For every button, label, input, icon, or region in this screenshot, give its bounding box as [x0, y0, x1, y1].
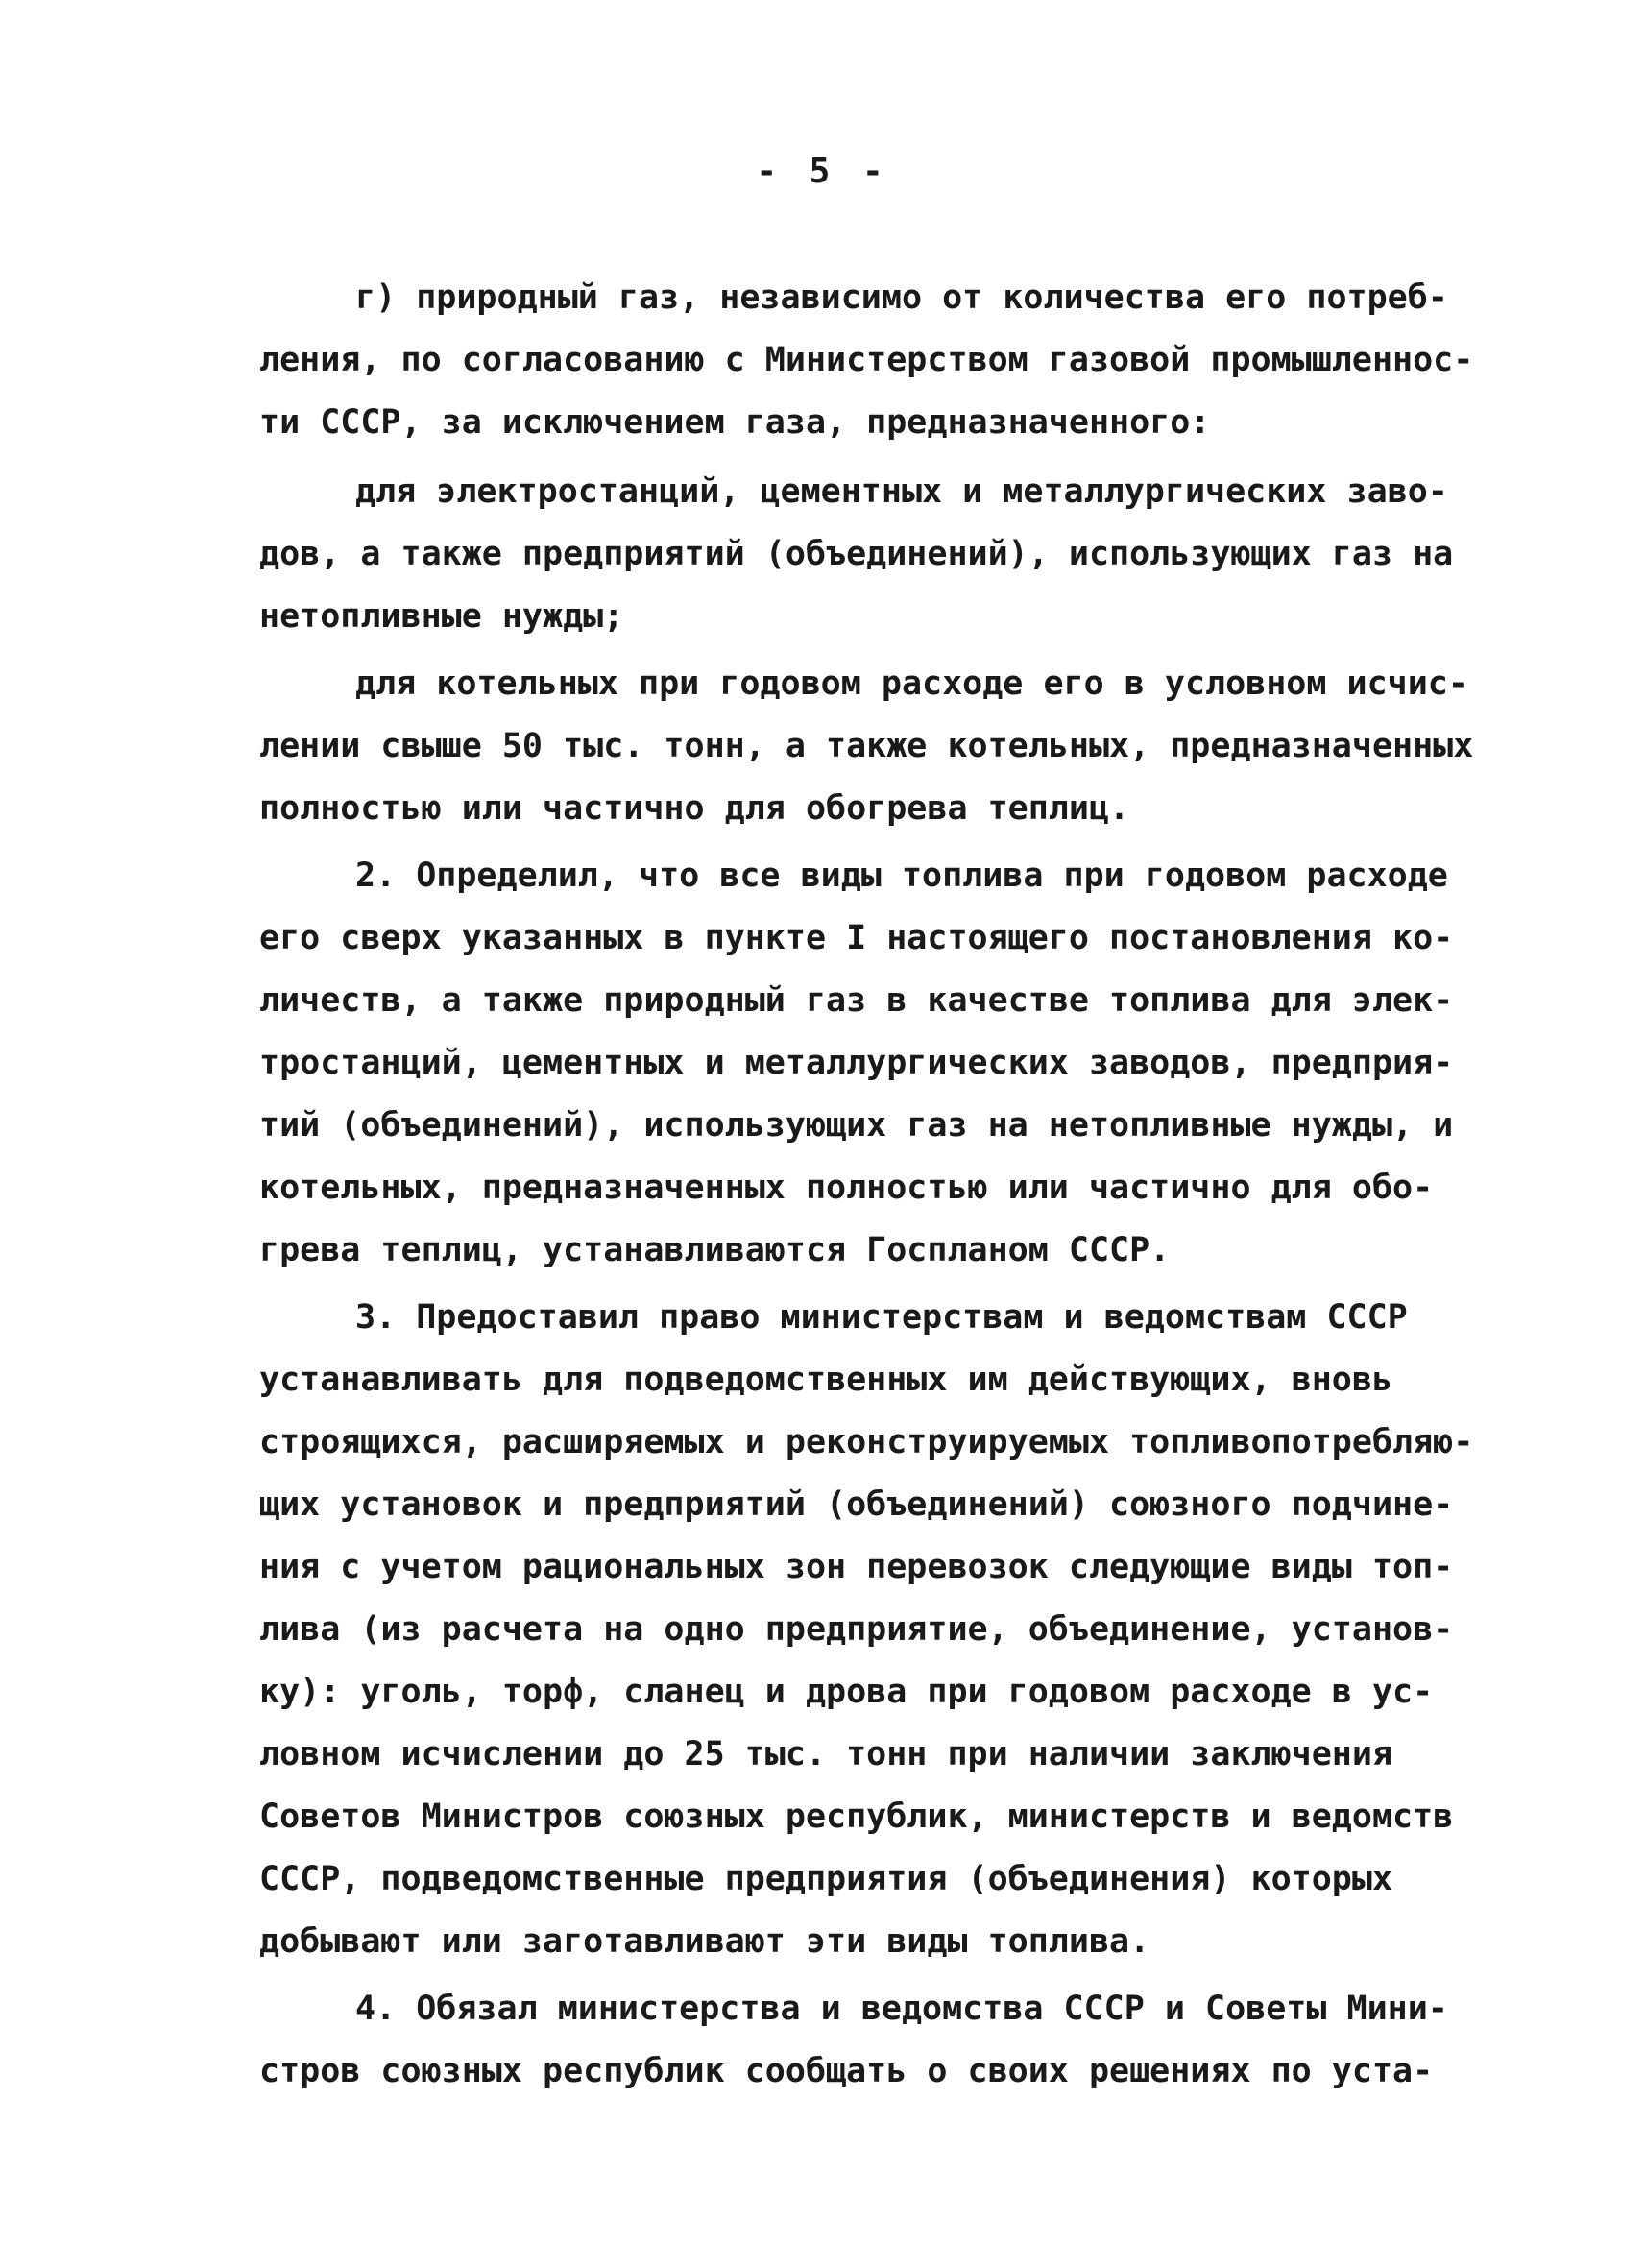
text-line: ловном исчислении до 25 тыс. тонн при наличии заключения [259, 1735, 1393, 1773]
text-line: щих установок и предприятий (объединений) союзного подчине- [259, 1485, 1454, 1524]
text-line: нетопливные нужды; [259, 597, 624, 636]
text-line: 4. Обязал министерства и ведомства СССР и Советы Мини- [355, 1990, 1448, 2028]
text-line: для котельных при годовом расходе его в условном исчис- [355, 664, 1468, 703]
text-line: лива (из расчета на одно предприятие, объединение, установ- [259, 1610, 1454, 1649]
text-line: 3. Предоставил право министерствам и ведомствам СССР [355, 1298, 1408, 1337]
text-line: для электростанций, цементных и металлургических заво- [355, 472, 1448, 511]
text-line: дов, а также предприятий (объединений), использующих газ на [259, 535, 1454, 573]
text-line: тий (объединений), использующих газ на нетопливные нужды, и [259, 1106, 1454, 1145]
page-number: - 5 - [756, 152, 889, 191]
text-line: личеств, а также природный газ в качестве топлива для элек- [259, 981, 1454, 1020]
text-line: ления, по согласованию с Министерством газовой промышленнос- [259, 341, 1474, 379]
text-line: строящихся, расширяемых и реконструируемых топливопотребляю- [259, 1423, 1474, 1461]
text-line: стров союзных республик сообщать о своих решениях по уста- [259, 2052, 1434, 2090]
text-line: Советов Министров союзных республик, министерств и ведомств [259, 1798, 1454, 1836]
text-line: СССР, подведомственные предприятия (объединения) которых [259, 1860, 1393, 1898]
text-line: г) природный газ, независимо от количества его потреб- [355, 278, 1448, 317]
text-line: ния с учетом рациональных зон перевозок следующие виды топ- [259, 1548, 1454, 1586]
text-line: полностью или частично для обогрева теплиц. [259, 789, 1130, 828]
text-line: 2. Определил, что все виды топлива при годовом расходе [355, 857, 1448, 895]
text-line: тростанций, цементных и металлургических заводов, предприя- [259, 1044, 1454, 1082]
text-line: грева теплиц, устанавливаются Госпланом СССР. [259, 1231, 1171, 1269]
text-line: ти СССР, за исключением газа, предназначенного: [259, 403, 1211, 442]
text-line: лении свыше 50 тыс. тонн, а также котельных, предназначенных [259, 727, 1474, 765]
text-line: устанавливать для подведомственных им действующих, вновь [259, 1361, 1393, 1399]
text-line: ку): уголь, торф, сланец и дрова при годовом расходе в ус- [259, 1673, 1434, 1711]
text-line: добывают или заготавливают эти виды топлива. [259, 1922, 1150, 1961]
text-line: котельных, предназначенных полностью или частично для обо- [259, 1169, 1434, 1207]
text-line: его сверх указанных в пункте I настоящего постановления ко- [259, 919, 1454, 957]
